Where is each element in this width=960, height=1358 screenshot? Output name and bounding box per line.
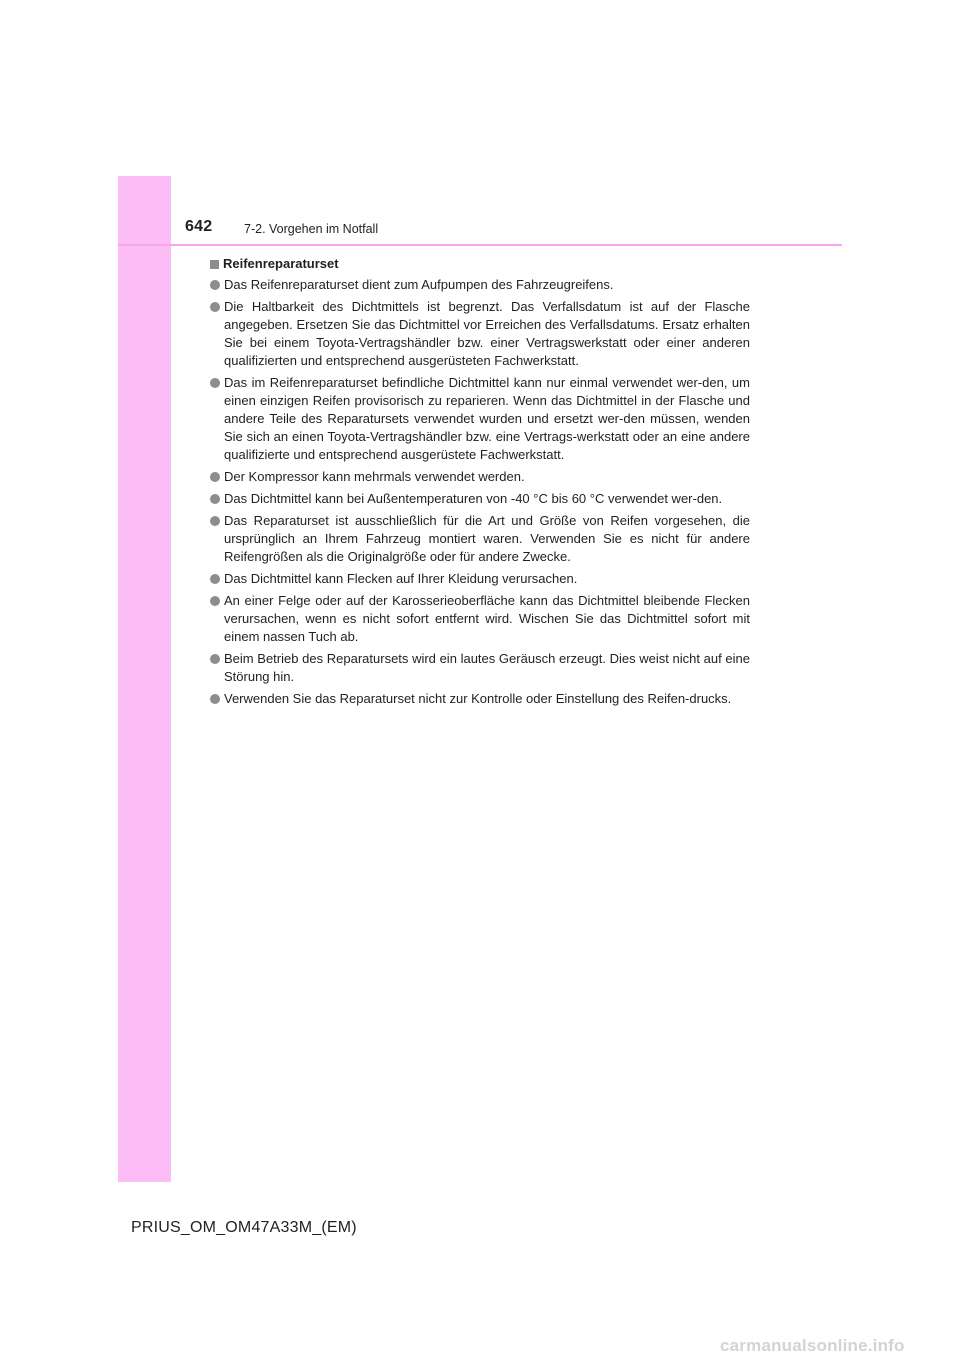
list-item-text: Verwenden Sie das Reparaturset nicht zur Kontrolle oder Einstellung des Reifen-drucks. (224, 691, 732, 706)
bullet-list (209, 276, 750, 708)
list-item-text: Das Dichtmittel kann bei Außentemperaturen von -40 °C bis 60 °C verwendet wer-den. (224, 491, 723, 506)
circle-bullet-icon (210, 596, 220, 606)
header-rule (118, 244, 842, 246)
list-item (209, 374, 750, 464)
list-item (209, 490, 750, 508)
list-item (209, 512, 750, 566)
document-code: PRIUS_OM_OM47A33M_(EM) (131, 1219, 357, 1236)
section-title: 7-2. Vorgehen im Notfall (244, 222, 379, 236)
circle-bullet-icon (210, 378, 220, 388)
circle-bullet-icon (210, 654, 220, 664)
list-item (209, 468, 750, 486)
list-item-text: An einer Felge oder auf der Karosserieoberfläche kann das Dichtmittel bleibende Flecken verursachen, wenn es nicht sofort entfernt wird. Wischen Sie das Dichtmittel sofort mit einem nassen Tuch ab. (224, 593, 750, 644)
list-item-text: Der Kompressor kann mehrmals verwendet werden. (224, 469, 525, 484)
list-item (209, 298, 750, 370)
list-item (209, 690, 750, 708)
subheading (209, 255, 750, 273)
circle-bullet-icon (210, 694, 220, 704)
square-bullet-icon (210, 260, 219, 269)
circle-bullet-icon (210, 472, 220, 482)
subheading-text: Reifenreparaturset (223, 256, 339, 271)
circle-bullet-icon (210, 280, 220, 290)
list-item-text: Beim Betrieb des Reparatursets wird ein lautes Geräusch erzeugt. Dies weist nicht auf eine Störung hin. (224, 651, 750, 684)
list-item-text: Die Haltbarkeit des Dichtmittels ist begrenzt. Das Verfallsdatum ist auf der Flasche angegeben. Ersetzen Sie das Dichtmittel vor Erreichen des Verfallsdatums. Ersatz erhalten Sie bei einem Toyota-Vertragshändler bzw. einer Vertragswerkstatt oder einer anderen qualifizierten und entsprechend ausgerüsteten Fachwerkstatt. (224, 299, 750, 368)
circle-bullet-icon (210, 574, 220, 584)
list-item-text: Das Reifenreparaturset dient zum Aufpumpen des Fahrzeugreifens. (224, 277, 614, 292)
watermark: carmanualsonline.info (720, 1336, 905, 1355)
list-item (209, 570, 750, 588)
list-item (209, 276, 750, 294)
list-item-text: Das Dichtmittel kann Flecken auf Ihrer Kleidung verursachen. (224, 571, 578, 586)
side-color-band (118, 176, 171, 1182)
list-item (209, 592, 750, 646)
circle-bullet-icon (210, 302, 220, 312)
list-item-text: Das Reparaturset ist ausschließlich für die Art und Größe von Reifen vorgesehen, die ursprünglich an Ihrem Fahrzeug montiert waren. Verwenden Sie es nicht für andere Reifengrößen als die Originalgröße oder für andere Zwecke. (224, 513, 750, 564)
list-item (209, 650, 750, 686)
circle-bullet-icon (210, 494, 220, 504)
page-number: 642 (185, 218, 213, 235)
circle-bullet-icon (210, 516, 220, 526)
list-item-text: Das im Reifenreparaturset befindliche Dichtmittel kann nur einmal verwendet wer-den, um einen einzigen Reifen provisorisch zu reparieren. Wenn das Dichtmittel in der Flasche und andere Teile des Reparatursets verwendet wurden und ersetzt wer-den müssen, wenden Sie sich an einen Toyota-Vertragshändler bzw. eine Vertrags-werkstatt oder an eine andere qualifizierte und entsprechend ausgerüstete Fachwerkstatt. (224, 375, 750, 462)
page-content (209, 255, 750, 712)
